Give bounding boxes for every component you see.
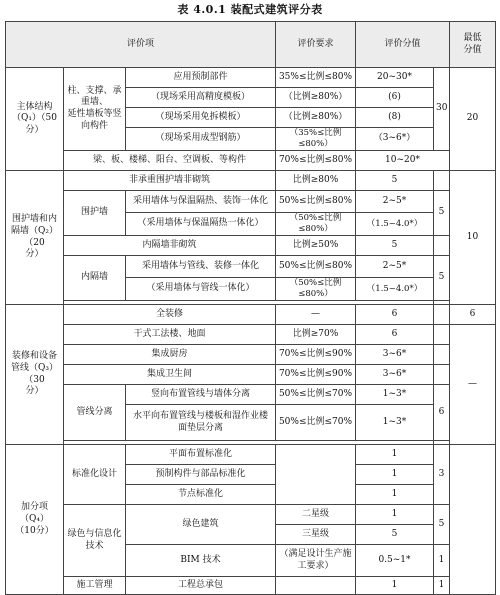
item-name: 节点标准化 — [126, 485, 276, 505]
item-score: 0.5~1* — [356, 545, 434, 577]
header-min-score: 最低 分值 — [450, 22, 496, 68]
table-row — [6, 345, 496, 365]
item-score: 1 — [356, 505, 434, 525]
item-name: （采用墙体与管线一体化） — [126, 278, 276, 301]
item-name: 采用墙体与管线、装修一体化 — [126, 256, 276, 278]
item-name: （采用墙体与保温隔热一体化） — [126, 213, 276, 236]
item-requirement: （满足设计生产施 工要求） — [276, 545, 356, 577]
subtotal-score: 1 — [434, 545, 450, 577]
item-requirement: 35%≤比例≤80% — [276, 68, 356, 88]
subtotal-score: 5 — [434, 191, 450, 236]
item-name: 绿色建筑 — [126, 505, 276, 545]
item-score: 1~3* — [356, 405, 434, 441]
group-wall: 围护墙和内 隔墙（Q₂）（20 分） — [6, 171, 64, 305]
item-requirement: 二星级 — [276, 505, 356, 525]
item-score: 2~5* — [356, 191, 434, 213]
table-row — [6, 191, 496, 213]
header-item: 评价项 — [6, 22, 276, 68]
table-row — [6, 151, 496, 171]
item-requirement: 50%≤比例≤80% — [276, 256, 356, 278]
item-requirement: 70%≤比例≤90% — [276, 365, 356, 385]
item-name: 全装修 — [64, 305, 276, 325]
item-name: 预制构件与部品标准化 — [126, 465, 276, 485]
header-row — [6, 22, 496, 68]
subtotal-score: 5 — [434, 256, 450, 301]
item-name: （现场采用免拆模板） — [126, 108, 276, 128]
group-main-structure: 主体结构 （Q₁）（50 分） — [6, 68, 64, 171]
item-name: 应用预制部件 — [126, 68, 276, 88]
table-row — [6, 256, 496, 278]
item-requirement: 70%≤比例≤80% — [276, 151, 356, 171]
item-score: 1 — [356, 445, 434, 465]
table-row — [6, 305, 496, 325]
item-score: 5 — [356, 171, 434, 191]
item-score: （1.5~4.0*） — [356, 278, 434, 301]
item-score: 2~5* — [356, 256, 434, 278]
item-name: 集成厨房 — [64, 345, 276, 365]
group-decoration: 装修和设备 管线（Q₃）（30 分） — [6, 305, 64, 445]
item-requirement: 50%≤比例≤70% — [276, 405, 356, 441]
group-bonus: 加分项（Q₄） （10分） — [6, 445, 64, 595]
table-row — [6, 171, 496, 191]
item-score: 3~6* — [356, 345, 434, 365]
item-requirement: 50%≤比例≤80% — [276, 191, 356, 213]
min-score: 10 — [450, 171, 496, 305]
item-score: 5 — [356, 236, 434, 256]
item-name: 梁、板、楼梯、阳台、空调板、等构件 — [64, 151, 276, 171]
item-score: 20~30* — [356, 68, 434, 88]
item-score: 6 — [356, 305, 434, 325]
item-requirement: （比例≥80%） — [276, 88, 356, 108]
subtotal-score: 5 — [434, 505, 450, 545]
item-score: (8) — [356, 108, 434, 128]
item-name: 干式工法楼、地面 — [64, 325, 276, 345]
subtotal-score: 1 — [434, 577, 450, 595]
header-requirement: 评价要求 — [276, 22, 356, 68]
item-score: 3~6* — [356, 365, 434, 385]
subtotal-score: 3 — [434, 445, 450, 505]
item-requirement: （比例≥80%） — [276, 108, 356, 128]
table-caption: 表 4.0.1 装配式建筑评分表 — [177, 3, 323, 16]
item-name: （现场采用高精度模板） — [126, 88, 276, 108]
item-score: 1 — [356, 485, 434, 505]
assessment-score-table — [5, 21, 496, 595]
item-requirement: 比例≥50% — [276, 236, 356, 256]
item-requirement: 50%≤比例≤70% — [276, 385, 356, 405]
item-requirement: （50%≤比例≤80%） — [276, 213, 356, 236]
table-row — [6, 577, 496, 595]
item-score: 1 — [356, 465, 434, 485]
min-score: 20 — [450, 68, 496, 171]
sub-outer-wall: 围护墙 — [64, 191, 126, 236]
table-row — [6, 385, 496, 405]
item-score: 10~20* — [356, 151, 450, 171]
item-requirement: 比例≥80% — [276, 171, 356, 191]
item-name: 集成卫生间 — [64, 365, 276, 385]
item-name: 非承重围护墙非砌筑 — [64, 171, 276, 191]
item-requirement: — — [276, 305, 356, 325]
item-score: （3~6*） — [356, 128, 434, 151]
item-name: BIM 技术 — [126, 545, 276, 577]
item-score: （1.5~4.0*） — [356, 213, 434, 236]
table-row — [6, 68, 496, 88]
table-row — [6, 325, 496, 345]
table-row — [6, 445, 496, 465]
sub-construction-management: 施工管理 — [64, 577, 126, 595]
item-requirement: 三星级 — [276, 525, 356, 545]
header-score: 评价分值 — [356, 22, 450, 68]
item-name: 内隔墙非砌筑 — [64, 236, 276, 256]
table-row — [6, 236, 496, 256]
item-name: 平面布置标准化 — [126, 445, 276, 465]
item-name: 工程总承包 — [126, 577, 276, 595]
sub-inner-wall: 内隔墙 — [64, 256, 126, 301]
item-score: (6) — [356, 88, 434, 108]
sub-pipe-separation: 管线分离 — [64, 385, 126, 441]
min-score: — — [450, 325, 496, 445]
item-name: 采用墙体与保温隔热、装饰一体化 — [126, 191, 276, 213]
item-score: 6 — [356, 325, 434, 345]
sub-vertical-members: 柱、支撑、承重墙、 延性墙板等竖向构件 — [64, 68, 126, 151]
item-score: 5 — [356, 525, 434, 545]
item-requirement: （35%≤比例≤80%） — [276, 128, 356, 151]
sub-standardized-design: 标准化设计 — [64, 445, 126, 505]
table-row — [6, 365, 496, 385]
subtotal-score: 30 — [434, 68, 450, 151]
item-requirement: 70%≤比例≤90% — [276, 345, 356, 365]
item-requirement: （50%≤比例≤80%） — [276, 278, 356, 301]
min-score: 6 — [450, 305, 496, 325]
item-name: （现场采用成型钢筋） — [126, 128, 276, 151]
item-score: 1 — [356, 577, 434, 595]
sub-green-info-tech: 绿色与信息化 技术 — [64, 505, 126, 577]
item-name: 竖向布置管线与墙体分离 — [126, 385, 276, 405]
item-score: 1~3* — [356, 385, 434, 405]
item-name: 水平向布置管线与楼板和湿作业楼 面垫层分离 — [126, 405, 276, 441]
item-requirement: 比例≥70% — [276, 325, 356, 345]
subtotal-score: 6 — [434, 385, 450, 441]
table-row — [6, 505, 496, 525]
